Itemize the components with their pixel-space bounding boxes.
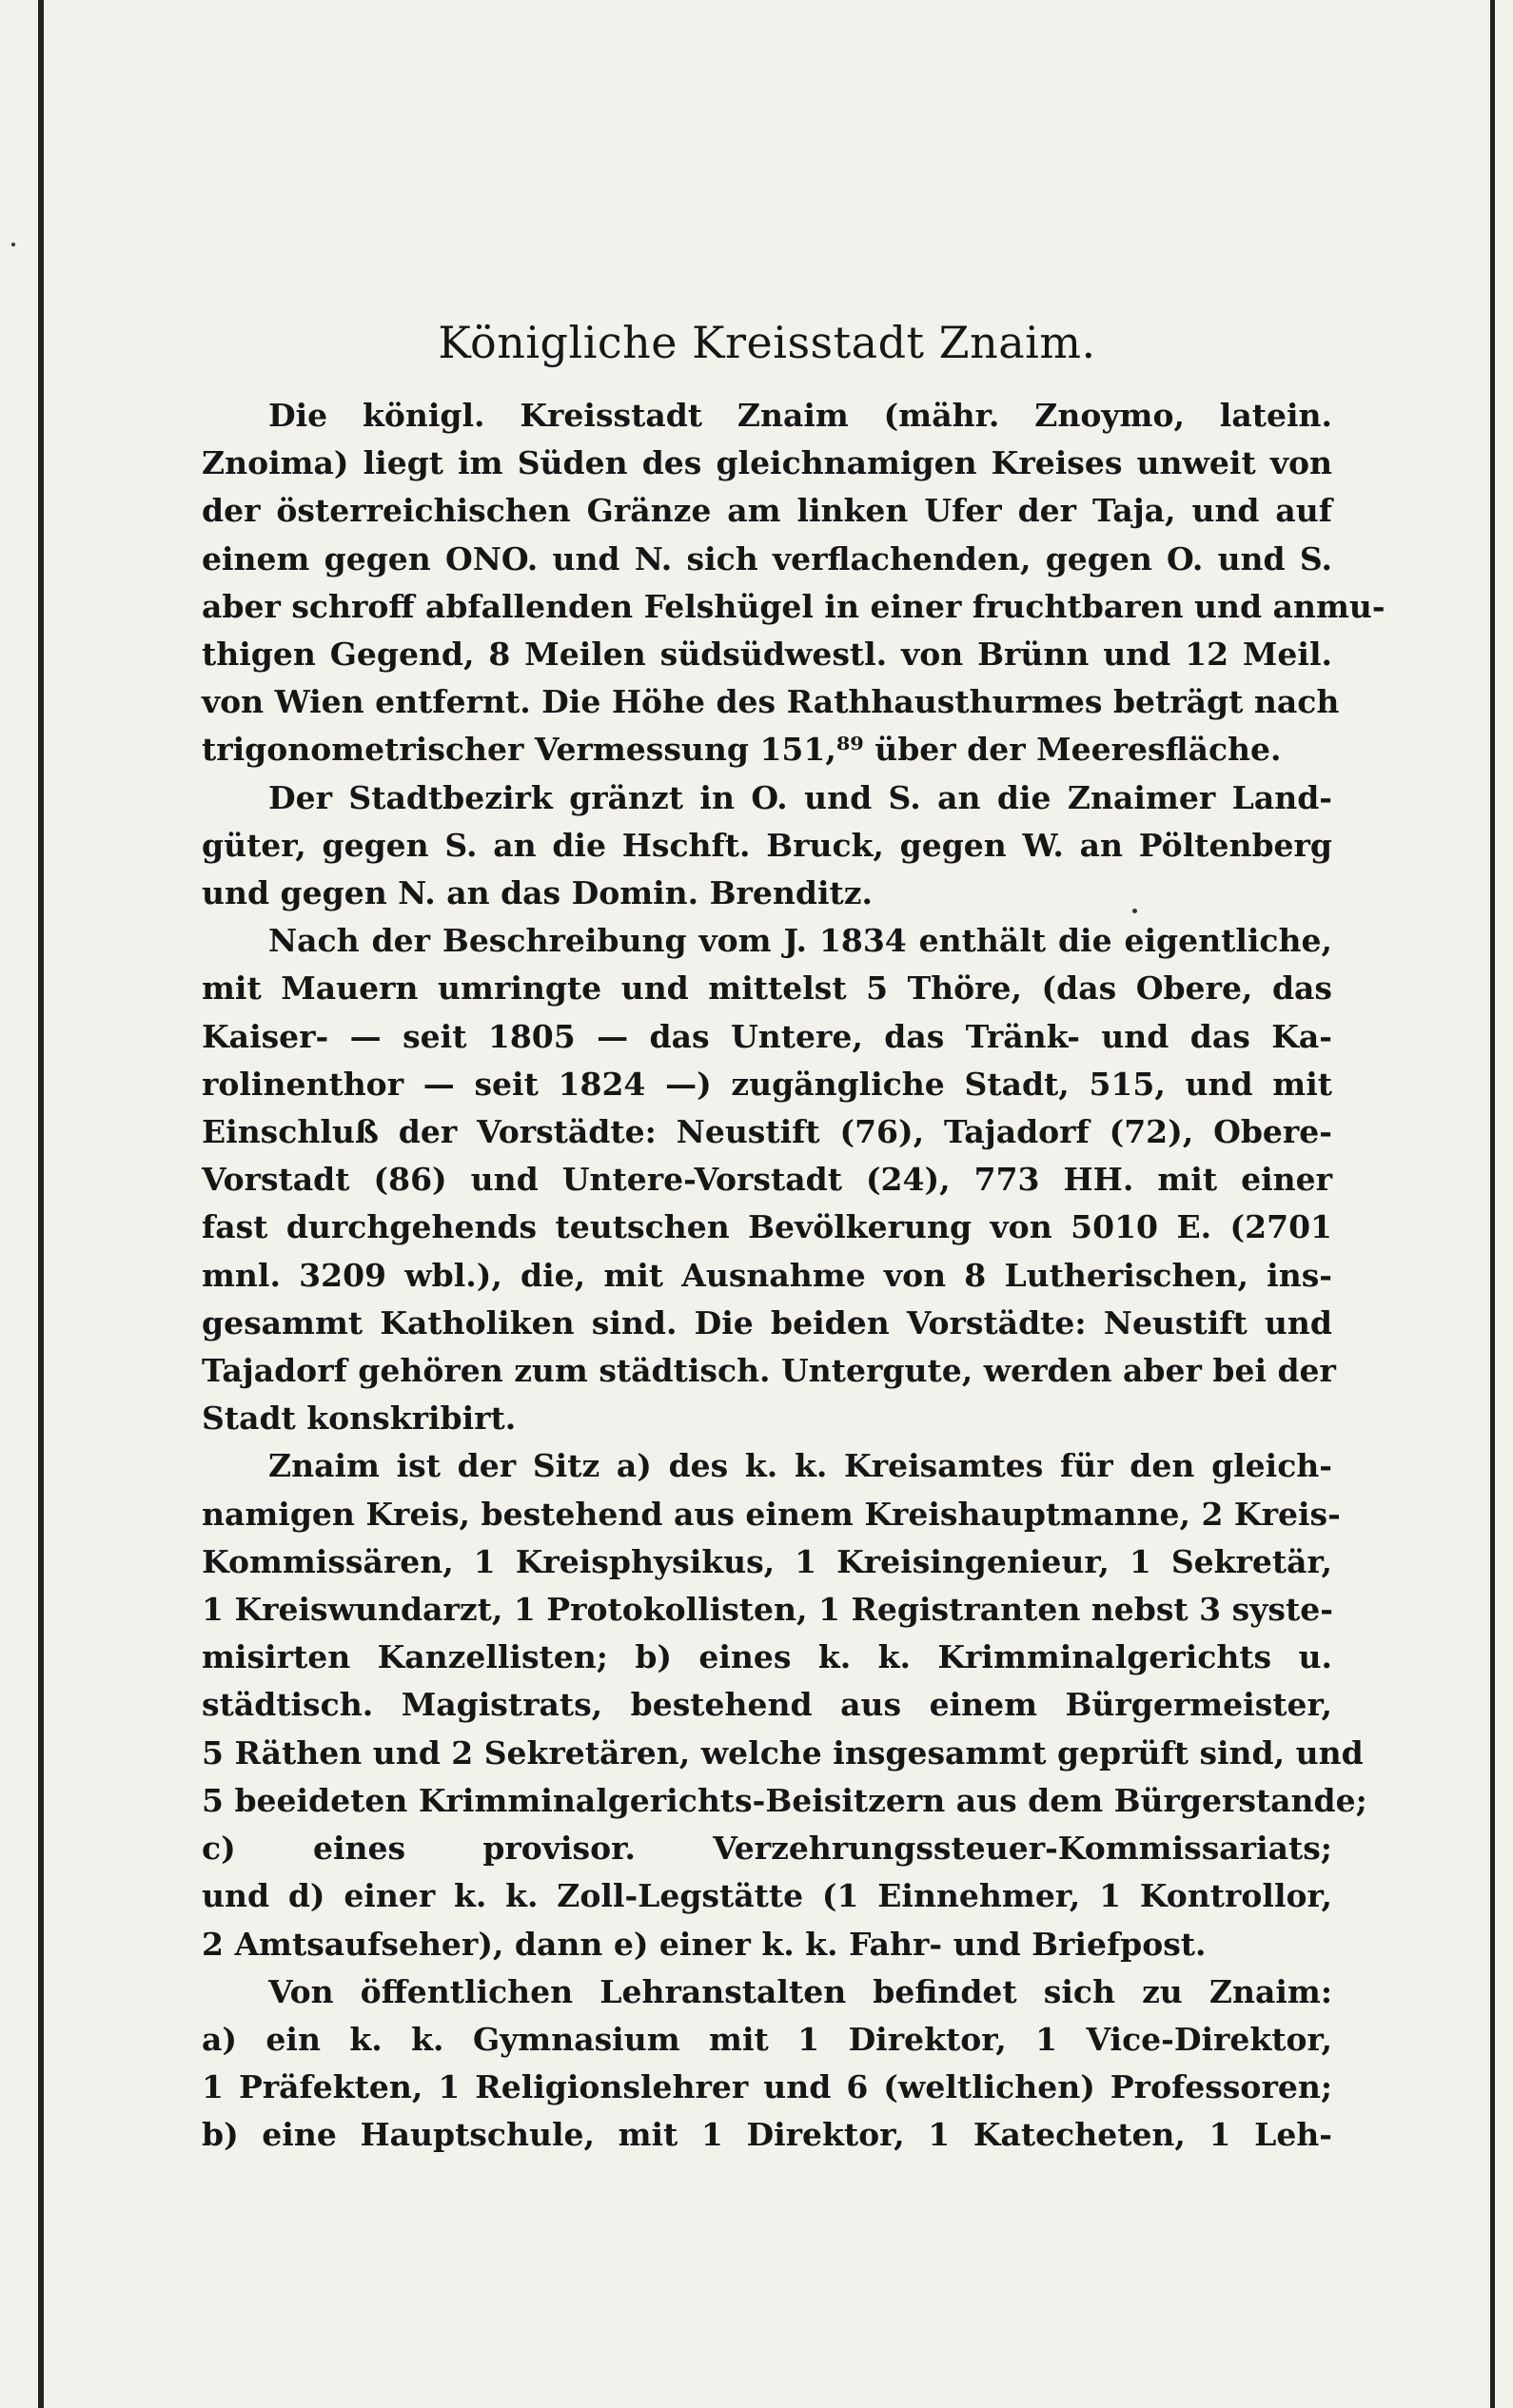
text-line: der österreichischen Gränze am linken Ufer der Taja, und auf [202,492,1332,530]
text-line: 5 beeideten Krimminalgerichts-Beisitzern aus dem Bürgerstande; [202,1781,1367,1819]
text-line: städtisch. Magistrats, bestehend aus einem Bürgermeister, [202,1686,1332,1724]
text-line: fast durchgehends teutschen Bevölkerung von 5010 E. (2701 [202,1208,1332,1246]
text-line: güter, gegen S. an die Hschft. Bruck, gegen W. an Pöltenberg [202,826,1332,864]
text-line: c) eines provisor. Verzehrungssteuer-Kommissariats; [202,1830,1332,1868]
text-line: rolinenthor — seit 1824 —) zugängliche Stadt, 515, und mit [202,1065,1332,1103]
paragraph-population [202,917,1336,1442]
paragraph-schools [202,1968,1332,2160]
text-line: mnl. 3209 wbl.), die, mit Ausnahme von 8 Lutherischen, ins- [202,1256,1332,1294]
page-title: Königliche Kreisstadt Znaim. [438,317,1096,368]
paragraph-boundaries [202,774,1332,918]
text-line: 5 Räthen und 2 Sekretären, welche insgesammt geprüft sind, und [202,1733,1364,1772]
text-line: Kommissären, 1 Kreisphysikus, 1 Kreisingenieur, 1 Sekretär, [202,1542,1332,1580]
text-line: Von öffentlichen Lehranstalten befindet sich zu Znaim: [268,1972,1332,2010]
text-line: misirten Kanzellisten; b) eines k. k. Krimminalgerichts u. [202,1638,1332,1676]
text-line: Kaiser- — seit 1805 — das Untere, das Tränk- und das Ka- [202,1017,1332,1055]
page-body [202,314,1385,2160]
text-line: aber schroff abfallenden Felshügel in einer fruchtbaren und anmu- [202,587,1385,625]
paragraph-administration [202,1442,1367,1968]
text-line: namigen Kreis, bestehend aus einem Kreishauptmanne, 2 Kreis- [202,1495,1341,1533]
text-line: b) eine Hauptschule, mit 1 Direktor, 1 Katecheten, 1 Leh- [202,2116,1332,2154]
text-line: mit Mauern umringte und mittelst 5 Thöre, (das Obere, das [202,969,1332,1008]
text-line: von Wien entfernt. Die Höhe des Rathhausthurmes beträgt nach [202,683,1340,721]
page-left-border [38,0,44,2408]
text-line: Der Stadtbezirk gränzt in O. und S. an die Znaimer Land- [268,778,1332,816]
text-line: Stadt konskribirt. [202,1400,517,1438]
text-line: Nach der Beschreibung vom J. 1834 enthält die eigentliche, [268,922,1332,960]
text-line: 1 Kreiswundarzt, 1 Protokollisten, 1 Registranten nebst 3 syste- [202,1591,1333,1629]
text-line: Tajadorf gehören zum städtisch. Untergute, werden aber bei der [202,1352,1336,1390]
text-line: Vorstadt (86) und Untere-Vorstadt (24), 773 HH. mit einer [202,1161,1332,1199]
text-line: gesammt Katholiken sind. Die beiden Vorstädte: Neustift und [202,1303,1332,1341]
text-line: und gegen N. an das Domin. Brenditz. [202,874,873,912]
text-line: und d) einer k. k. Zoll-Legstätte (1 Einnehmer, 1 Kontrollor, [202,1877,1332,1915]
text-line: Znaim ist der Sitz a) des k. k. Kreisamtes für den gleich- [268,1447,1332,1485]
text-line: trigonometrischer Vermessung 151,⁸⁹ über der Meeresfläche. [202,731,1282,769]
text-line: 2 Amtsaufseher), dann e) einer k. k. Fahr- und Briefpost. [202,1925,1207,1963]
text-line: Die königl. Kreisstadt Znaim (mähr. Znoymo, latein. [268,397,1332,434]
text-line: thigen Gegend, 8 Meilen südsüdwestl. von Brünn und 12 Meil. [202,636,1332,674]
text-line: 1 Präfekten, 1 Religionslehrer und 6 (weltlichen) Professoren; [202,2068,1332,2106]
page-right-border [1490,0,1495,2408]
paragraph-location [202,392,1385,774]
text-line: einem gegen ONO. und N. sich verflachenden, gegen O. und S. [202,539,1332,578]
text-line: a) ein k. k. Gymnasium mit 1 Direktor, 1 Vice-Direktor, [202,2020,1332,2058]
text-line: Znoima) liegt im Süden des gleichnamigen Kreises unweit von [202,444,1332,482]
speck [11,243,15,246]
text-line: Einschluß der Vorstädte: Neustift (76), Tajadorf (72), Obere- [202,1113,1332,1151]
